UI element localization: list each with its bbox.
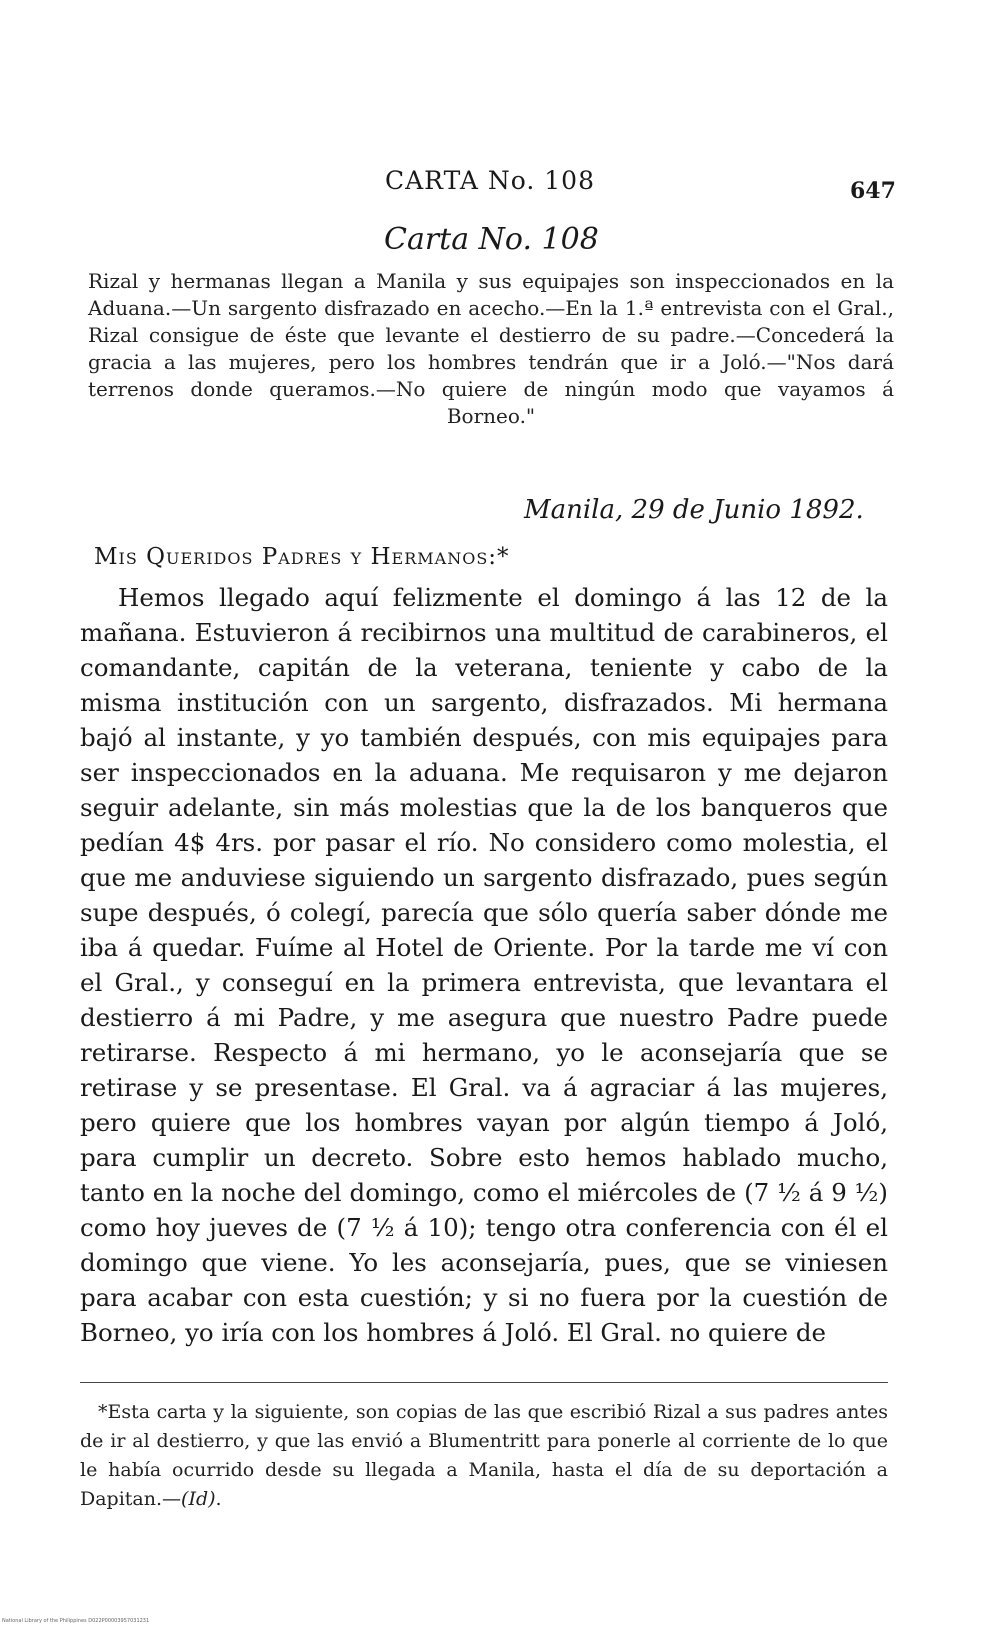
- page-number: 647: [850, 178, 896, 204]
- letter-summary: Rizal y hermanas llegan a Manila y sus equipajes son inspeccionados en la Aduana.—Un sargento disfrazado en acecho.—En la 1.ª entrevista con el Gral., Rizal consigue de éste que levante el destierro de su padre.—Concederá la gracia a las mujeres, pero los hombres tendrán que ir a Joló.—"Nos dará terrenos donde queramos.—No quiere de ningún modo que vayamos á Borneo.": [88, 269, 894, 428]
- letter-body: Hemos llegado aquí felizmente el domingo á las 12 de la mañana. Estuvieron á recibirnos una multitud de carabineros, el comandante, capitán de la veterana, teniente y cabo de la misma institución con un sargento, disfrazados. Mi hermana bajó al instante, y yo también después, con mis equipajes para ser inspeccionados en la aduana. Me requisaron y me dejaron seguir adelante, sin más molestias que la de los banqueros que pedían 4$ 4rs. por pasar el río. No considero como molestia, el que me anduviese siguiendo un sargento disfrazado, pues según supe después, ó colegí, parecía que sólo quería saber dónde me iba á quedar. Fuíme al Hotel de Oriente. Por la tarde me ví con el Gral., y conseguí en la primera entrevista, que levantara el destierro á mi Padre, y me asegura que nuestro Padre puede retirarse. Respecto á mi hermano, yo le aconsejaría que se retirase y se presentase. El Gral. va á agraciar á las mujeres, pero quiere que los hombres vayan por algún tiempo á Joló, para cumplir un decreto. Sobre esto hemos hablado mucho, tanto en la noche del domingo, como el miércoles de (7 ½ á 9 ½) como hoy jueves de (7 ½ á 10); tengo otra conferencia con él el domingo que viene. Yo les aconsejaría, pues, que se viniesen para acabar con esta cuestión; y si no fuera por la cuestión de Borneo, yo iría con los hombres á Joló. El Gral. no quiere de: [80, 583, 888, 1347]
- salutation: Mis Queridos Padres y Hermanos:*: [94, 544, 510, 570]
- footnote-end: .: [215, 1488, 222, 1510]
- dateline: Manila, 29 de Junio 1892.: [524, 495, 864, 525]
- library-stamp: National Library of the Philippines D022P00003957031231: [2, 1618, 150, 1624]
- footnote-divider: [80, 1382, 888, 1383]
- footnote: [80, 1398, 888, 1514]
- running-head: CARTA No. 108: [385, 166, 595, 195]
- footnote-reference: (Id): [181, 1488, 216, 1510]
- letter-title: Carta No. 108: [384, 222, 599, 257]
- footnote-text: *Esta carta y la siguiente, son copias de las que escribió Rizal a sus padres antes de ir al destierro, y que las envió a Blumentritt para ponerle al corriente de lo que le había ocurrido desde su llegada a Manila, hasta el día de su deportación a Dapitan.—: [80, 1401, 888, 1510]
